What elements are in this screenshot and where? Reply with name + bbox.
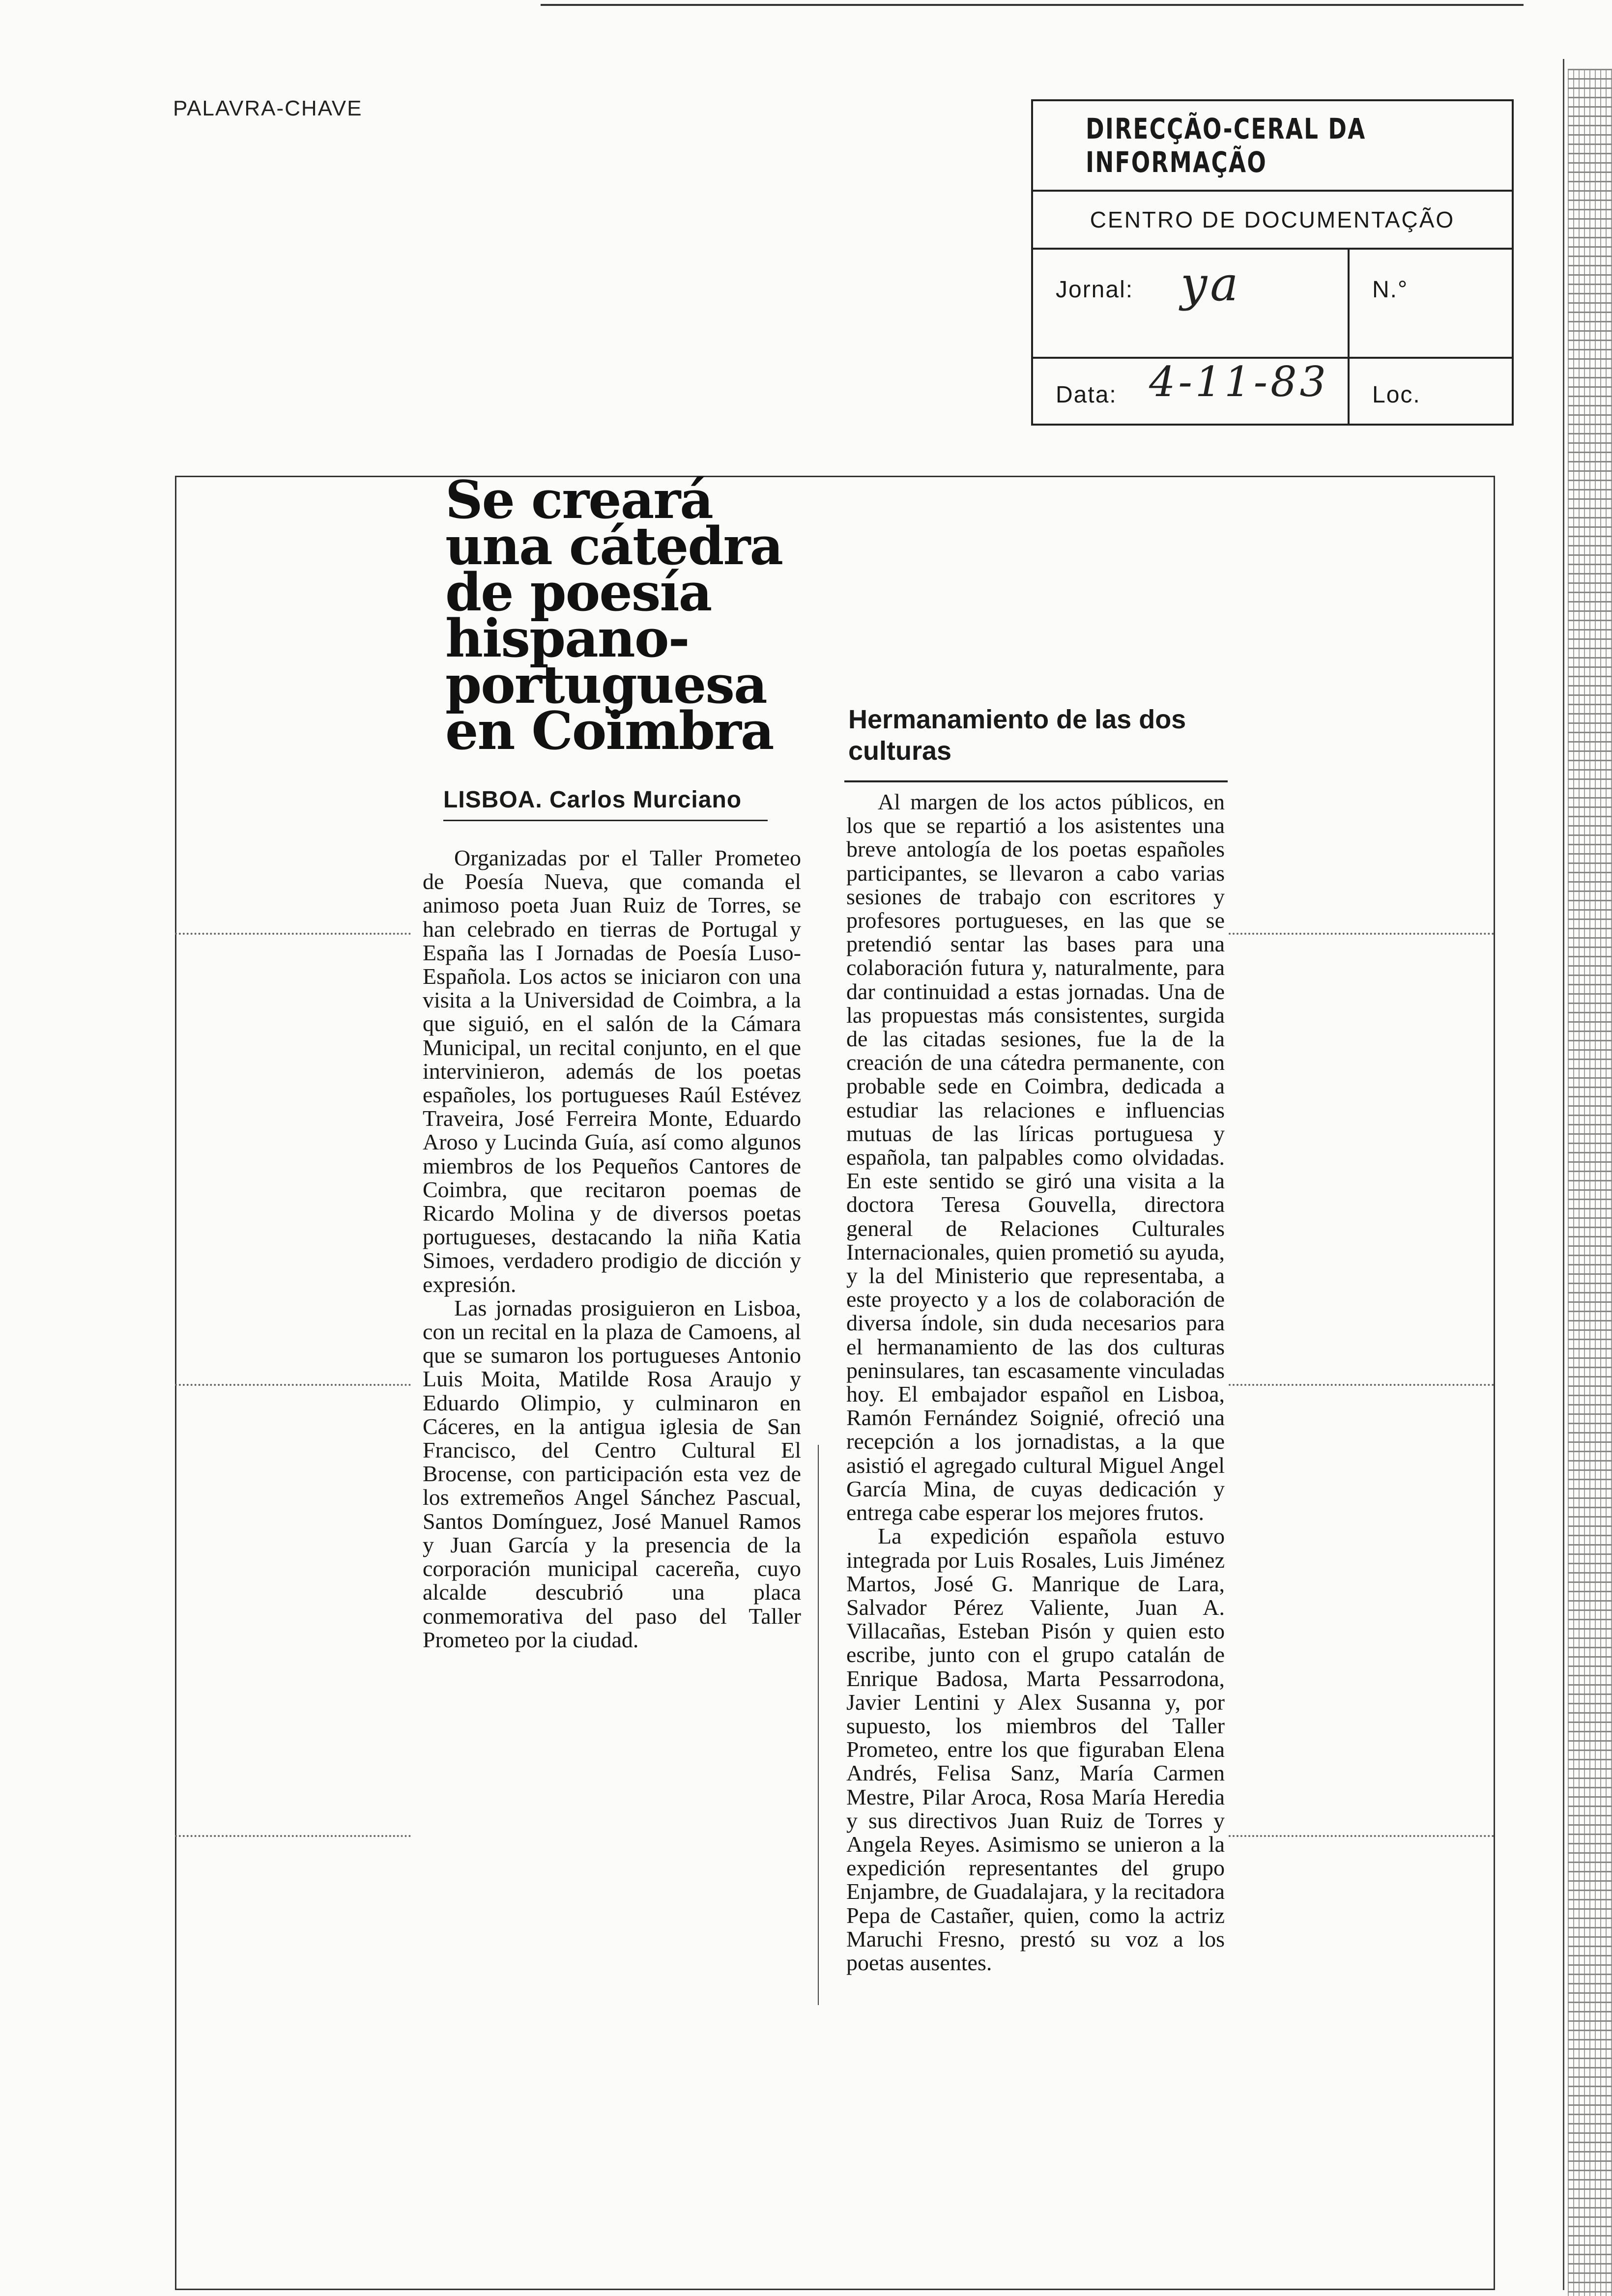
paragraph: La expedición española estuvo integrada por Luis Rosales, Luis Jiménez Martos, José G. Manrique de Lara, Salvador Pérez Valiente, Juan A. Villacañas, Esteban Pisón y quien esto escribe, junto con el grupo catalán de Enrique Badosa, Marta Pessarrodona, Javier Lentini y Alex Susanna y, por supuesto, los miembros del Taller Prometeo, entre los que figuraban Elena Andrés, Felisa Sanz, María Carmen Mestre, Pilar Aroca, Rosa María Heredia y sus directivos Juan Ruiz de Torres y Angela Reyes. Asimismo se unieron a la expedición representantes del grupo Enjambre, de Guadalajara, y la recitadora Pepa de Castañer, quien, como la actriz Maruchi Fresno, prestó su voz a los poetas ausentes. — [846, 1523, 1225, 1975]
article-headline — [445, 469, 789, 761]
cut-guide — [175, 1835, 411, 1837]
headline-line: Se creará — [445, 469, 713, 530]
scan-edge-line — [1563, 59, 1564, 2290]
cut-guide — [1229, 1384, 1494, 1386]
jornal-label: Jornal: — [1056, 277, 1134, 303]
scan-edge-noise — [1568, 69, 1612, 2296]
subhead-rule — [844, 780, 1228, 782]
cut-guide — [1229, 933, 1494, 935]
headline-line: una cátedra — [445, 515, 782, 576]
data-label: Data: — [1056, 382, 1117, 408]
article-subhead: Hermanamiento de las dos culturas — [848, 705, 1186, 766]
stamp-subtitle: CENTRO DE DOCUMENTAÇÃO — [1033, 190, 1512, 250]
scan-top-rule — [541, 4, 1524, 6]
numero-label: N.° — [1372, 277, 1409, 303]
cut-guide — [1229, 1835, 1494, 1837]
byline-rule — [443, 820, 768, 821]
clipping-frame — [175, 469, 1495, 2290]
archive-stamp — [1031, 99, 1514, 426]
paragraph: Al margen de los actos públicos, en los que se repartió a los asistentes una breve antología de los poetas españoles participantes, se llevaron a cabo varias sesiones de trabajo con escritores y profesores portugueses, en las que se pretendió sentar las bases para una colaboración futura y, naturalmente, para dar continuidad a estas jornadas. Una de las propuestas más consistentes, surgida de las citadas sesiones, fue la de la creación de una cátedra permanente, con probable sede en Coimbra, dedicada a estudiar las relaciones e influencias mutuas de las líricas portuguesa y española, tan palpables como olvidadas. En este sentido se giró una visita a la doctora Teresa Gouvella, directora general de Relaciones Culturales Internacionales, quien prometió su ayuda, y la del Ministerio que representaba, a este proyecto y a los de colaboración de diversa índole, sin duda necesarios para el hermanamiento de las dos culturas peninsulares, tan escasamente vinculadas hoy. El embajador español en Lisboa, Ramón Fernández Soignié, ofreció una recepción a los jornadistas, a la que asistió el agregado cultural Miguel Angel García Mina, de cuyas dedicación y entrega cabe esperar los mejores frutos. — [846, 789, 1225, 1525]
loc-label: Loc. — [1372, 382, 1421, 408]
cut-guide — [175, 1384, 411, 1386]
palavra-chave-label: PALAVRA-CHAVE — [173, 96, 363, 120]
paragraph: Las jornadas prosiguieron en Lisboa, con un recital en la plaza de Camoens, al que se sumaron los portugueses Antonio Luis Moita, Matilde Rosa Araujo y Eduardo Olimpio, y culminaron en Cáceres, en la antigua iglesia de San Francisco, del Centro Cultural El Brocense, con participación esta vez de los extremeños Angel Sánchez Pascual, Santos Domínguez, José Manuel Ramos y Juan García y la presencia de la corporación municipal cacereña, cuyo alcalde descubrió una placa conmemorativa del paso del Taller Prometeo por la ciudad. — [423, 1295, 801, 1652]
headline-line: hispano- — [445, 607, 689, 669]
article-column-1 — [423, 846, 801, 1652]
headline-line: en Coimbra — [445, 700, 774, 761]
jornal-handwritten-value: ya — [1180, 257, 1241, 312]
stamp-title: DIRECÇÃO-CERAL DA INFORMAÇÃO — [1086, 112, 1366, 179]
article-column-2 — [846, 790, 1225, 1975]
article-byline: LISBOA. Carlos Murciano — [443, 787, 742, 813]
paragraph: Organizadas por el Taller Prometeo de Poesía Nueva, que comanda el animoso poeta Juan Ruiz de Torres, se han celebrado en tierras de Portugal y España las I Jornadas de Poesía Luso-Española. Los actos se iniciaron con una visita a la Universidad de Coimbra, a la que siguió, en el salón de la Cámara Municipal, un recital conjunto, en el que intervinieron, además de los poetas españoles, los portugueses Raúl Estévez Traveira, José Ferreira Monte, Eduardo Aroso y Lucinda Guía, así como algunos miembros de los Pequeños Cantores de Coimbra, que recitaron poemas de Ricardo Molina y de diversos poetas portugueses, destacando la niña Katia Simoes, verdadero prodigio de dicción y expresión. — [423, 845, 801, 1297]
column-divider — [818, 1445, 819, 2005]
headline-line: portuguesa — [445, 654, 767, 715]
stamp-row-jornal — [1033, 250, 1512, 359]
stamp-row-data — [1033, 359, 1512, 424]
data-handwritten-value: 4-11-83 — [1149, 358, 1329, 406]
cut-guide — [175, 933, 411, 935]
headline-line: de poesía — [445, 561, 712, 623]
